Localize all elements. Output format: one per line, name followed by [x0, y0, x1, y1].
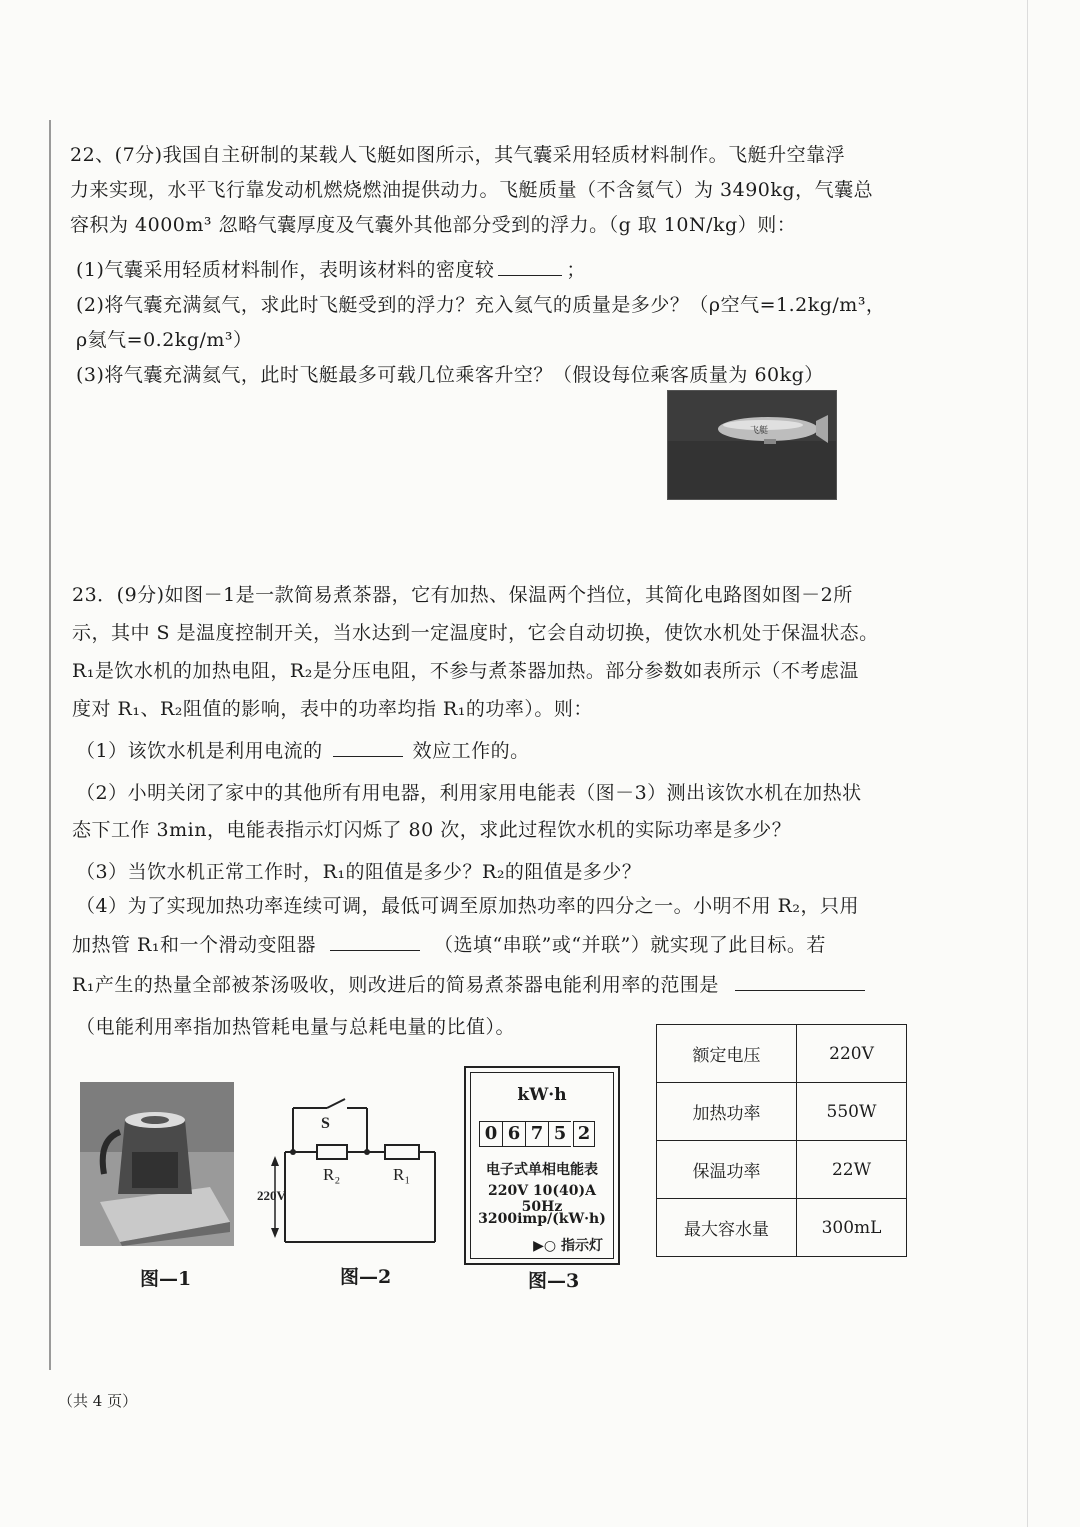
param-key: 额定电压: [657, 1025, 797, 1083]
meter-constant: 3200imp/(kW·h): [478, 1211, 606, 1227]
q23-sub1: [76, 736, 530, 763]
voltage-label: 220V: [257, 1188, 286, 1203]
answer-blank: [735, 972, 865, 991]
table-row: [657, 1141, 907, 1199]
param-value: 550W: [797, 1083, 907, 1141]
q23-sub4b-text2: （选填“串联”或“并联”）就实现了此目标。若: [433, 934, 826, 956]
q22-sub1-end: ；: [566, 259, 586, 281]
airship-photo: [667, 390, 837, 500]
page-footer: （共 4 页）: [58, 1392, 138, 1410]
param-value: 220V: [797, 1025, 907, 1083]
teapot-image: [80, 1082, 234, 1246]
airship-logo-text: 飞艇: [750, 426, 769, 436]
answer-blank: [498, 257, 562, 276]
q23-sub4b-text1: 加热管 R₁和一个滑动变阻器: [72, 934, 316, 956]
q23-line3: R₁是饮水机的加热电阻，R₂是分压电阻，不参与煮茶器加热。部分参数如表所示（不考虑温: [72, 660, 859, 682]
r1-label: R₁: [393, 1165, 411, 1184]
param-value: 22W: [797, 1141, 907, 1199]
param-key: 最大容水量: [657, 1199, 797, 1257]
q23-sub4c: [72, 970, 869, 997]
fig3-caption: 图—3: [528, 1270, 580, 1292]
q23-sub4d: （电能利用率指加热管耗电量与总耗电量的比值）。: [76, 1016, 516, 1038]
param-value: 300mL: [797, 1199, 907, 1257]
page-edge: [1027, 0, 1028, 1527]
fig3-energy-meter: [464, 1066, 620, 1265]
meter-panel: [470, 1072, 614, 1259]
table-row: [657, 1083, 907, 1141]
meter-indicator: ▶○ 指示灯: [533, 1238, 603, 1254]
meter-name: 电子式单相电能表: [486, 1162, 598, 1178]
q23-sub4b: [72, 930, 826, 957]
circuit-node: [290, 1149, 296, 1155]
q23-sub2a: （2）小明关闭了家中的其他所有用电器，利用家用电能表（图－3）测出该饮水机在加热状: [76, 782, 862, 804]
q22-sub3: (3)将气囊充满氦气，此时飞艇最多可载几位乘客升空？（假设每位乘客质量为 60kg）: [76, 364, 824, 386]
fig2-circuit-diagram: [255, 1090, 445, 1250]
circuit-svg: [255, 1090, 445, 1250]
circuit-node: [364, 1149, 370, 1155]
fig1-caption: 图—1: [140, 1268, 192, 1290]
q23-sub2b: 态下工作 3min，电能表指示灯闪烁了 80 次，求此过程饮水机的实际功率是多少？: [72, 819, 792, 841]
fig2-caption: 图—2: [340, 1266, 392, 1288]
table-row: [657, 1025, 907, 1083]
q22-sub2a: (2)将气囊充满氦气，求此时飞艇受到的浮力？充入氦气的质量是多少？（ρ空气=1.2kg/m³，: [76, 294, 886, 316]
q23-sub1-text: （1）该饮水机是利用电流的: [76, 740, 323, 762]
switch-label: S: [321, 1115, 330, 1132]
q23-sub3: （3）当饮水机正常工作时，R₁的阻值是多少？R₂的阻值是多少？: [76, 861, 642, 883]
r2-label: R₂: [323, 1165, 341, 1184]
q22-line2: 力来实现，水平飞行靠发动机燃烧燃油提供动力。飞艇质量（不含氦气）为 3490kg，气囊总: [70, 179, 874, 201]
page-margin-line: [49, 120, 51, 1370]
q23-sub4c-text: R₁产生的热量全部被茶汤吸收，则改进后的简易煮茶器电能利用率的范围是: [72, 974, 719, 996]
airship-image: [668, 391, 836, 499]
q23-sub1-end: 效应工作的。: [412, 740, 530, 762]
meter-unit: kW·h: [517, 1085, 567, 1105]
answer-blank: [330, 932, 420, 951]
q22-sub1: [76, 255, 586, 282]
q22-sub1-text: (1)气囊采用轻质材料制作，表明该材料的密度较: [76, 259, 495, 281]
meter-digit-decimal: 2: [573, 1121, 595, 1147]
q23-line2: 示，其中 S 是温度控制开关，当水达到一定温度时，它会自动切换，使饮水机处于保温状态。: [72, 622, 879, 644]
q23-line4: 度对 R₁、R₂阻值的影响，表中的功率均指 R₁的功率）。则：: [72, 698, 593, 720]
meter-rating: 220V 10(40)A 50Hz: [487, 1183, 597, 1215]
param-key: 加热功率: [657, 1083, 797, 1141]
q23-line1: 23．(9分)如图－1是一款简易煮茶器，它有加热、保温两个挡位，其简化电路图如图－2所: [72, 584, 853, 606]
meter-digits: [479, 1121, 595, 1147]
q22-line1: 22、(7分)我国自主研制的某载人飞艇如图所示，其气囊采用轻质材料制作。飞艇升空靠浮: [70, 144, 846, 166]
q22-line3: 容积为 4000m³ 忽略气囊厚度及气囊外其他部分受到的浮力。（g 取 10N/kg）则：: [70, 214, 797, 236]
answer-blank: [333, 738, 403, 757]
meter-digit: 6: [502, 1121, 525, 1147]
q23-sub4a: （4）为了实现加热功率连续可调，最低可调至原加热功率的四分之一。小明不用 R₂，只用: [76, 895, 860, 917]
fig1-teapot-photo: [80, 1082, 234, 1246]
parameter-table: [656, 1024, 907, 1257]
meter-digit: 5: [548, 1121, 571, 1147]
meter-digit: 0: [479, 1121, 502, 1147]
meter-digit: 7: [525, 1121, 548, 1147]
q22-sub2b: ρ氦气=0.2kg/m³）: [76, 329, 253, 351]
table-row: [657, 1199, 907, 1257]
param-key: 保温功率: [657, 1141, 797, 1199]
